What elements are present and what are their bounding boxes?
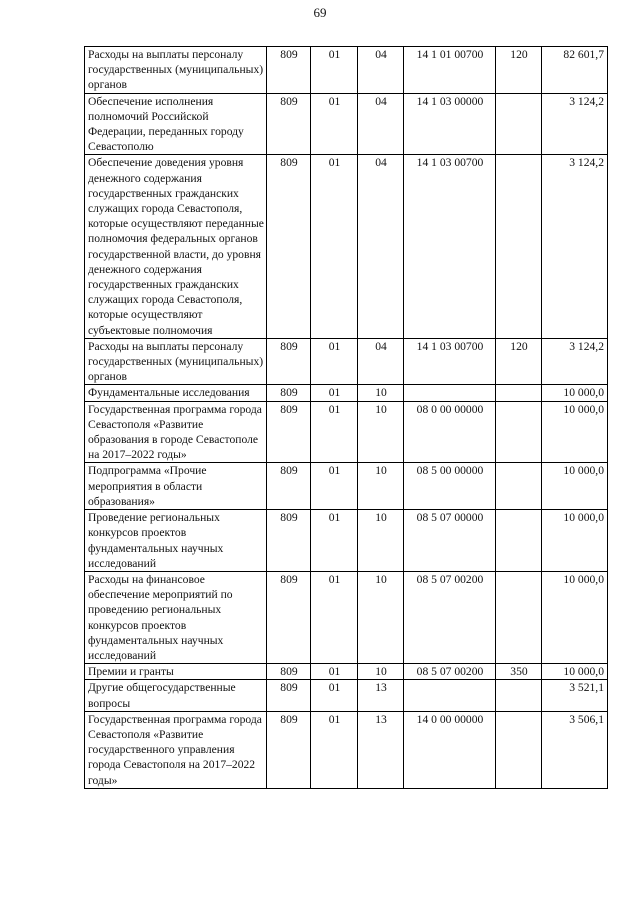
table-body <box>85 47 608 789</box>
cell-section-code: 01 <box>311 711 358 788</box>
cell-target-article: 14 1 01 00700 <box>404 47 496 94</box>
cell-expense-type <box>496 711 542 788</box>
cell-name: Подпрограмма «Прочие мероприятия в области образования» <box>85 463 267 510</box>
table-row <box>85 338 608 385</box>
cell-expense-type: 120 <box>496 47 542 94</box>
cell-section-code: 01 <box>311 571 358 663</box>
cell-name: Фундаментальные исследования <box>85 385 267 401</box>
cell-amount: 10 000,0 <box>542 401 608 463</box>
cell-target-article <box>404 385 496 401</box>
page-number: 69 <box>313 5 327 20</box>
cell-expense-type: 350 <box>496 664 542 680</box>
cell-subsection-code: 13 <box>358 680 404 711</box>
cell-target-article: 08 5 07 00200 <box>404 571 496 663</box>
cell-subsection-code: 10 <box>358 463 404 510</box>
cell-amount: 3 124,2 <box>542 155 608 338</box>
cell-section-code: 01 <box>311 155 358 338</box>
table-row <box>85 664 608 680</box>
cell-target-article: 08 0 00 00000 <box>404 401 496 463</box>
cell-expense-type <box>496 510 542 572</box>
cell-expense-type <box>496 155 542 338</box>
cell-expense-type <box>496 680 542 711</box>
cell-target-article: 14 0 00 00000 <box>404 711 496 788</box>
cell-department-code: 809 <box>267 47 311 94</box>
table-row <box>85 510 608 572</box>
cell-subsection-code: 13 <box>358 711 404 788</box>
cell-section-code: 01 <box>311 401 358 463</box>
cell-department-code: 809 <box>267 338 311 385</box>
cell-name: Государственная программа города Севастополя «Развитие государственного управления города Севастополя на 2017–2022 годы» <box>85 711 267 788</box>
cell-amount: 10 000,0 <box>542 571 608 663</box>
cell-name: Государственная программа города Севастополя «Развитие образования в городе Севастополе на 2017–2022 годы» <box>85 401 267 463</box>
cell-section-code: 01 <box>311 510 358 572</box>
cell-department-code: 809 <box>267 385 311 401</box>
cell-subsection-code: 10 <box>358 571 404 663</box>
cell-subsection-code: 10 <box>358 401 404 463</box>
cell-expense-type <box>496 401 542 463</box>
cell-subsection-code: 10 <box>358 510 404 572</box>
cell-target-article: 08 5 07 00200 <box>404 664 496 680</box>
cell-section-code: 01 <box>311 338 358 385</box>
table-row <box>85 47 608 94</box>
cell-target-article: 14 1 03 00700 <box>404 338 496 385</box>
cell-subsection-code: 10 <box>358 385 404 401</box>
cell-amount: 3 506,1 <box>542 711 608 788</box>
table-row <box>85 93 608 155</box>
cell-section-code: 01 <box>311 47 358 94</box>
cell-target-article: 08 5 00 00000 <box>404 463 496 510</box>
cell-department-code: 809 <box>267 711 311 788</box>
table-row <box>85 571 608 663</box>
cell-amount: 3 521,1 <box>542 680 608 711</box>
cell-amount: 10 000,0 <box>542 510 608 572</box>
cell-name: Расходы на финансовое обеспечение мероприятий по проведению региональных конкурсов проектов фундаментальных научных исследований <box>85 571 267 663</box>
cell-department-code: 809 <box>267 401 311 463</box>
cell-amount: 3 124,2 <box>542 338 608 385</box>
cell-name: Расходы на выплаты персоналу государственных (муниципальных) органов <box>85 47 267 94</box>
cell-department-code: 809 <box>267 93 311 155</box>
cell-name: Другие общегосударственные вопросы <box>85 680 267 711</box>
cell-department-code: 809 <box>267 510 311 572</box>
table-row <box>85 385 608 401</box>
budget-table <box>84 46 608 789</box>
cell-amount: 3 124,2 <box>542 93 608 155</box>
cell-amount: 10 000,0 <box>542 385 608 401</box>
table-row <box>85 155 608 338</box>
cell-name: Обеспечение исполнения полномочий Российской Федерации, переданных городу Севастополю <box>85 93 267 155</box>
cell-department-code: 809 <box>267 463 311 510</box>
cell-amount: 82 601,7 <box>542 47 608 94</box>
cell-expense-type <box>496 463 542 510</box>
cell-department-code: 809 <box>267 571 311 663</box>
cell-target-article <box>404 680 496 711</box>
cell-name: Премии и гранты <box>85 664 267 680</box>
cell-department-code: 809 <box>267 680 311 711</box>
cell-section-code: 01 <box>311 664 358 680</box>
cell-section-code: 01 <box>311 680 358 711</box>
cell-target-article: 14 1 03 00000 <box>404 93 496 155</box>
cell-name: Расходы на выплаты персоналу государственных (муниципальных) органов <box>85 338 267 385</box>
cell-subsection-code: 04 <box>358 338 404 385</box>
cell-expense-type <box>496 571 542 663</box>
cell-department-code: 809 <box>267 155 311 338</box>
cell-subsection-code: 04 <box>358 155 404 338</box>
cell-section-code: 01 <box>311 93 358 155</box>
table-row <box>85 401 608 463</box>
cell-expense-type <box>496 385 542 401</box>
cell-target-article: 14 1 03 00700 <box>404 155 496 338</box>
cell-subsection-code: 04 <box>358 93 404 155</box>
table-row <box>85 680 608 711</box>
cell-target-article: 08 5 07 00000 <box>404 510 496 572</box>
cell-amount: 10 000,0 <box>542 463 608 510</box>
cell-expense-type: 120 <box>496 338 542 385</box>
cell-expense-type <box>496 93 542 155</box>
cell-department-code: 809 <box>267 664 311 680</box>
cell-name: Обеспечение доведения уровня денежного содержания государственных гражданских служащих города Севастополя, которые осуществляют переданные полномочия федеральных органов государственной власти, до уровня денежного содержания государственных гражданских служащих города Севастополя, которые осуществляют субъектовые полномочия <box>85 155 267 338</box>
cell-amount: 10 000,0 <box>542 664 608 680</box>
table-row <box>85 711 608 788</box>
cell-subsection-code: 10 <box>358 664 404 680</box>
cell-name: Проведение региональных конкурсов проектов фундаментальных научных исследований <box>85 510 267 572</box>
cell-section-code: 01 <box>311 463 358 510</box>
cell-subsection-code: 04 <box>358 47 404 94</box>
table-row <box>85 463 608 510</box>
cell-section-code: 01 <box>311 385 358 401</box>
